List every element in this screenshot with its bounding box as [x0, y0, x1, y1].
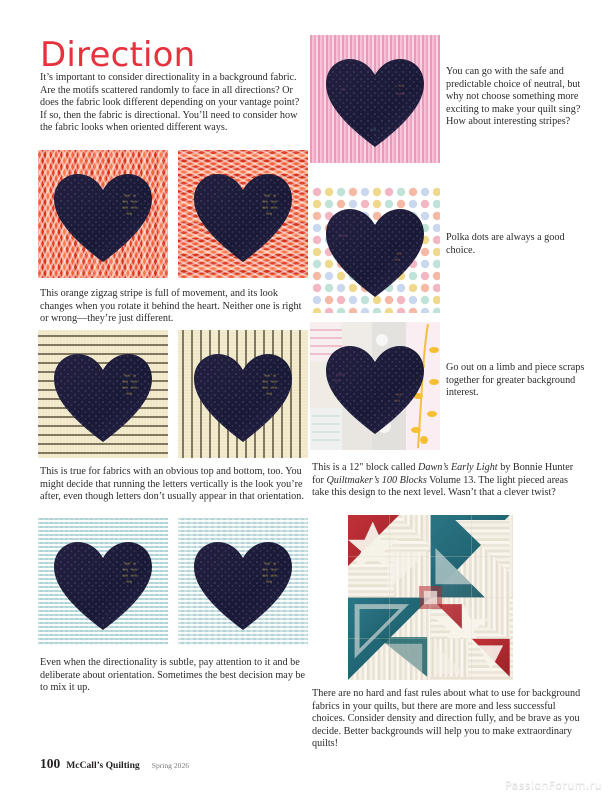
svg-text:≈≈ ≈≈: ≈≈ ≈≈	[262, 205, 278, 211]
figure-text-print-horizontal	[38, 330, 168, 458]
figure-zigzag-horizontal	[178, 150, 308, 278]
caption-scraps: Go out on a limb and piece scraps together for greater background interest.	[446, 362, 585, 399]
svg-text:≈≈ ≈≈: ≈≈ ≈≈	[262, 199, 278, 205]
figure-aqua-horizontal	[38, 518, 168, 646]
heart-shape	[38, 518, 168, 646]
svg-text:≈≈ ≈≈: ≈≈ ≈≈	[122, 379, 138, 385]
svg-text:≈≈: ≈≈	[126, 579, 133, 585]
issue-date: Spring 2026	[151, 761, 190, 770]
svg-text:≈≈: ≈≈	[126, 211, 133, 217]
svg-text:≈≈ ≈≈: ≈≈ ≈≈	[262, 567, 278, 573]
figure-scrappy	[310, 322, 440, 450]
svg-text:≈≈: ≈≈	[394, 398, 401, 404]
folio-number: 100	[40, 756, 61, 771]
svg-text:≈≈ ≈≈: ≈≈ ≈≈	[262, 385, 278, 391]
svg-text:≈≈ ≈: ≈≈ ≈	[124, 373, 137, 379]
svg-text:≈≈ ≈≈: ≈≈ ≈≈	[122, 573, 138, 579]
svg-text:≈≈ ≈≈: ≈≈ ≈≈	[122, 205, 138, 211]
svg-text:≈≈ ≈≈: ≈≈ ≈≈	[122, 567, 138, 573]
page-title: Direction	[40, 35, 196, 75]
page-footer	[40, 756, 189, 772]
heart-shape	[178, 330, 308, 458]
figure-polka-dots	[310, 185, 440, 313]
heart-shape	[310, 322, 440, 450]
closing-paragraph: There are no hard and fast rules about what to use for background fabrics in your quilts, but there are more and less successful choices. Consider density and direction fully, and be brave as you decide. Better backgrounds will help you to make extraordinary quilts!	[312, 688, 581, 750]
svg-text:≈≈: ≈≈	[394, 257, 401, 263]
svg-text:≈≈≈: ≈≈≈	[338, 233, 348, 239]
figure-pink-stripe	[310, 35, 440, 163]
quilt-block-art	[348, 515, 513, 680]
svg-text:≈≈ ≈≈: ≈≈ ≈≈	[122, 199, 138, 205]
svg-text:≈≈: ≈≈	[340, 87, 347, 93]
svg-text:≈≈ ≈: ≈≈ ≈	[264, 561, 277, 567]
svg-text:≈≈: ≈≈	[396, 251, 403, 257]
caption-polka: Polka dots are always a good choice.	[446, 232, 565, 256]
heart-shape	[310, 35, 440, 163]
heart-shape	[38, 150, 168, 278]
intro-paragraph: It’s important to consider directionality in a background fabric. Are the motifs scattered randomly to face in all directions? Or does the fabric look different depending on your vantage point? If so, then the fabric is directional. You’ll need to consider how the fabric looks when oriented different ways.	[40, 72, 300, 134]
svg-text:≈≈: ≈≈	[370, 127, 377, 133]
block-source: Quiltmaker’s 100 Blocks	[326, 474, 427, 486]
magazine-name: McCall’s Quilting	[66, 760, 140, 771]
svg-text:≈≈ ≈≈: ≈≈ ≈≈	[262, 573, 278, 579]
heart-shape	[38, 330, 168, 458]
svg-text:≈≈: ≈≈	[396, 392, 403, 398]
svg-text:≈≈: ≈≈	[126, 391, 133, 397]
svg-text:≈≈ ≈: ≈≈ ≈	[124, 193, 137, 199]
svg-text:≈≈≈: ≈≈≈	[396, 91, 406, 97]
caption-zigzag: This orange zigzag stripe is full of movement, and its look changes when you rotate it behind the heart. Neither one is right or wrong—they’re just different.	[40, 288, 302, 325]
block-caption-tail: Volume 13. The light pieced areas take this design to the next level. Wasn’t that a clever twist?	[312, 474, 568, 499]
svg-text:≈≈≈: ≈≈≈	[336, 372, 346, 378]
heart-shape	[178, 150, 308, 278]
site-watermark: PassionForum.ru	[505, 779, 602, 792]
figure-zigzag-vertical	[38, 150, 168, 278]
svg-text:≈≈: ≈≈	[334, 378, 341, 384]
svg-text:≈≈ ≈≈: ≈≈ ≈≈	[122, 385, 138, 391]
caption-text-print: This is true for fabrics with an obvious top and bottom, too. You might decide that running the letters vertically is the look you’re after, even though letters don’t usually appear in that orientation.	[40, 466, 304, 503]
block-title: Dawn’s Early Light	[418, 462, 498, 473]
heart-shape	[178, 518, 308, 646]
figure-quilt-block	[348, 515, 513, 680]
svg-text:≈≈ ≈≈: ≈≈ ≈≈	[262, 379, 278, 385]
caption-stripes: You can go with the safe and predictable choice of neutral, but why not choose something more exciting to make your quilt sing? How about interesting stripes?	[446, 66, 581, 128]
svg-text:≈≈ ≈: ≈≈ ≈	[124, 561, 137, 567]
block-caption-mid: by Bonnie Hunter for	[312, 462, 574, 486]
svg-text:≈≈: ≈≈	[266, 579, 273, 585]
block-caption-lead: This is a 12" block called	[312, 462, 419, 473]
figure-aqua-vertical	[178, 518, 308, 646]
svg-text:≈≈: ≈≈	[398, 83, 405, 89]
figure-text-print-vertical	[178, 330, 308, 458]
svg-text:≈≈ ≈: ≈≈ ≈	[264, 373, 277, 379]
caption-quilt-block	[312, 462, 586, 500]
svg-text:≈≈: ≈≈	[266, 391, 273, 397]
heart-shape	[310, 185, 440, 313]
svg-text:≈≈: ≈≈	[266, 211, 273, 217]
svg-text:≈≈ ≈: ≈≈ ≈	[264, 193, 277, 199]
caption-subtle: Even when the directionality is subtle, pay attention to it and be deliberate about orientation. Sometimes the best decision may be to mix it up.	[40, 657, 306, 694]
